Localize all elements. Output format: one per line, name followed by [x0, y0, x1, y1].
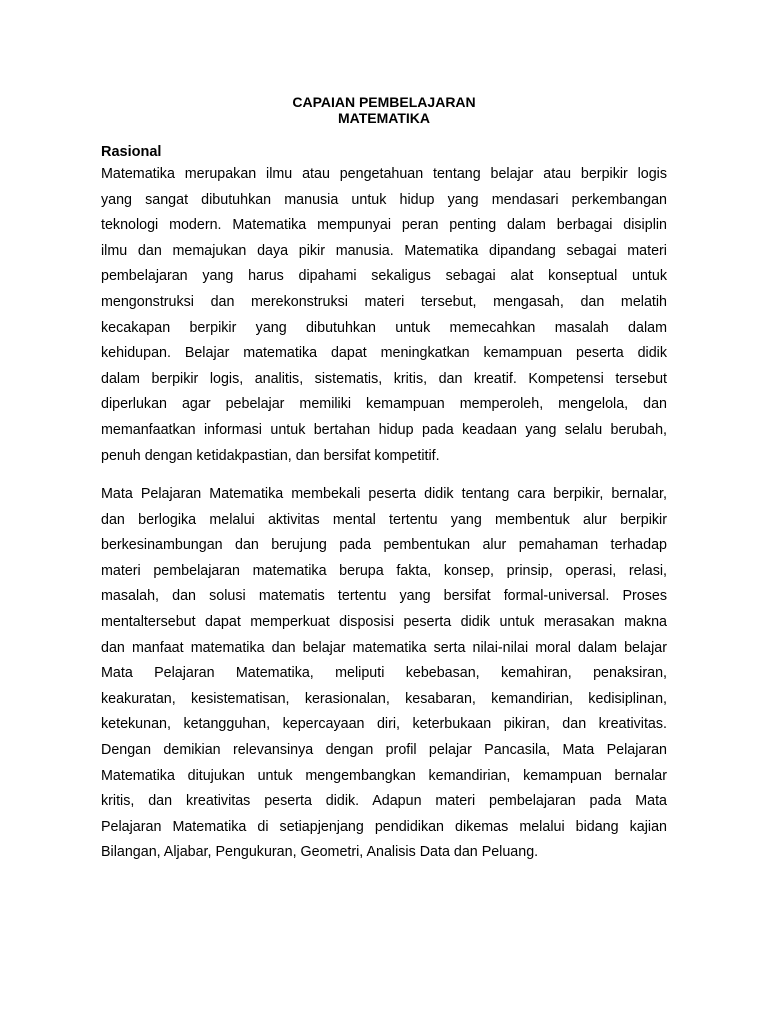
paragraph-line: dan manfaat matematika dan belajar matematika serta nilai-nilai moral dalam belajar [101, 639, 667, 656]
document-title: CAPAIAN PEMBELAJARAN [292, 94, 476, 110]
paragraph-line: berkesinambungan dan berujung pada pembentukan alur pemahaman terhadap [101, 537, 667, 554]
paragraph-line: Dengan demikian relevansinya dengan profil pelajar Pancasila, Mata Pelajaran [101, 741, 667, 758]
paragraph-1 [101, 162, 667, 469]
paragraph-line: Matematika ditujukan untuk mengembangkan kemandirian, kemampuan bernalar [101, 767, 667, 784]
paragraph-line: dan berlogika melalui aktivitas mental tertentu yang membentuk alur berpikir [101, 511, 667, 528]
section-heading-rasional: Rasional [101, 144, 162, 160]
paragraph-line: mentaltersebut dapat memperkuat disposisi peserta didik untuk merasakan makna [101, 613, 667, 630]
paragraph-2 [101, 482, 667, 866]
paragraph-line: ketekunan, ketangguhan, kepercayaan diri, keterbukaan pikiran, dan kreativitas. [101, 716, 667, 733]
paragraph-line: diperlukan agar pebelajar memiliki kemampuan memperoleh, mengelola, dan [101, 396, 667, 413]
paragraph-line: ilmu dan memajukan daya pikir manusia. Matematika dipandang sebagai materi [101, 242, 667, 259]
paragraph-line: yang sangat dibutuhkan manusia untuk hidup yang mendasari perkembangan [101, 191, 667, 208]
paragraph-line: Pelajaran Matematika di setiapjenjang pendidikan dikemas melalui bidang kajian [101, 818, 667, 835]
paragraph-line: materi pembelajaran matematika berupa fakta, konsep, prinsip, operasi, relasi, [101, 562, 667, 579]
paragraph-line: keakuratan, kesistematisan, kerasionalan, kesabaran, kemandirian, kedisiplinan, [101, 690, 667, 707]
paragraph-line: penuh dengan ketidakpastian, dan bersifat kompetitif. [101, 447, 440, 464]
paragraph-line: pembelajaran yang harus dipahami sekaligus sebagai alat konseptual untuk [101, 268, 667, 285]
paragraph-line: Matematika merupakan ilmu atau pengetahuan tentang belajar atau berpikir logis [101, 166, 667, 182]
paragraph-line: Mata Pelajaran Matematika membekali peserta didik tentang cara berpikir, bernalar, [101, 486, 667, 502]
paragraph-line: kritis, dan kreativitas peserta didik. Adapun materi pembelajaran pada Mata [101, 793, 667, 810]
paragraph-line: teknologi modern. Matematika mempunyai peran penting dalam berbagai disiplin [101, 217, 667, 234]
paragraph-line: memanfaatkan informasi untuk bertahan hidup pada keadaan yang selalu berubah, [101, 421, 667, 438]
paragraph-line: dalam berpikir logis, analitis, sistematis, kritis, dan kreatif. Kompetensi tersebut [101, 370, 667, 387]
paragraph-line: Bilangan, Aljabar, Pengukuran, Geometri, Analisis Data dan Peluang. [101, 844, 539, 861]
paragraph-line: mengonstruksi dan merekonstruksi materi tersebut, mengasah, dan melatih [101, 293, 667, 310]
paragraph-line: kehidupan. Belajar matematika dapat meningkatkan kemampuan peserta didik [101, 345, 667, 362]
document-subtitle: MATEMATIKA [337, 110, 431, 126]
paragraph-line: masalah, dan solusi matematis tertentu yang bersifat formal-universal. Proses [101, 588, 667, 605]
paragraph-line: kecakapan berpikir yang dibutuhkan untuk memecahkan masalah dalam [101, 319, 667, 336]
paragraph-line: Mata Pelajaran Matematika, meliputi kebebasan, kemahiran, penaksiran, [101, 665, 667, 682]
